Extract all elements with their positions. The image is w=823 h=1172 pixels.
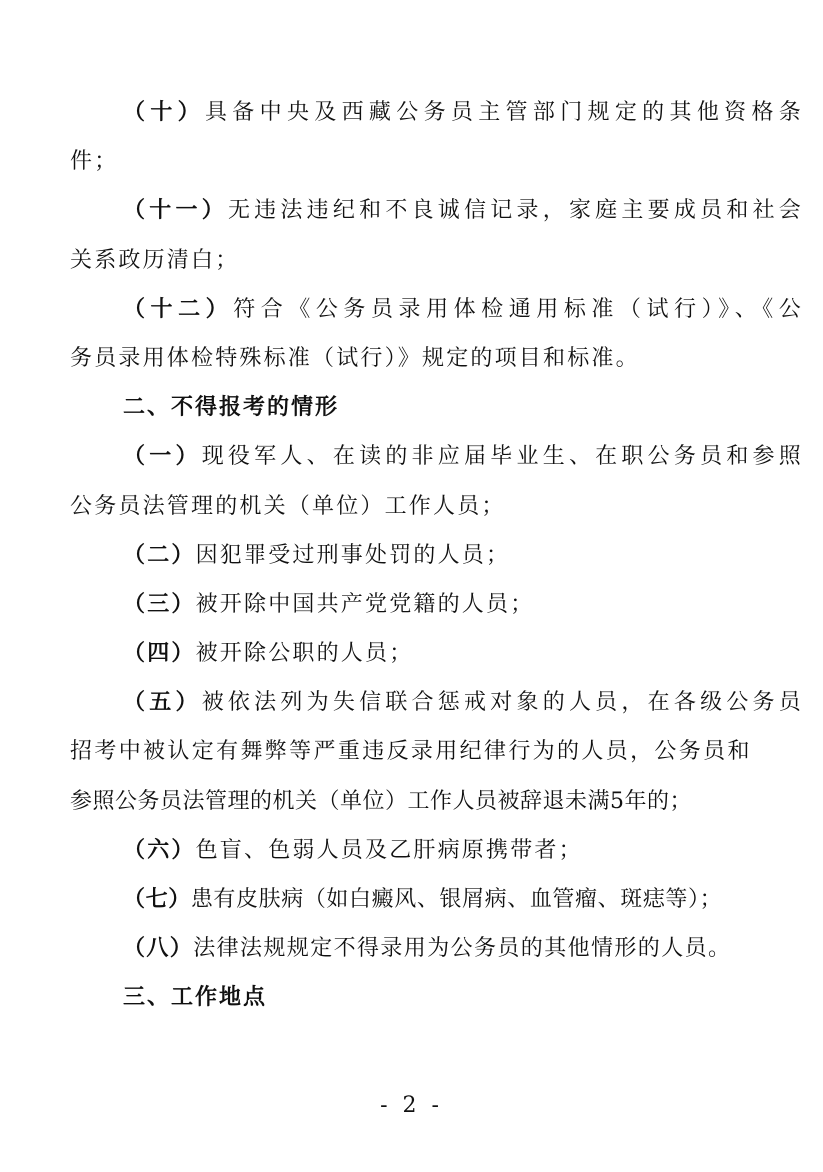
s2-item-5-text: 被依法列为失信联合惩戒对象的人员，在各级公务员 [201, 690, 803, 716]
item-11-line-1 [70, 186, 803, 235]
s2-item-3-number: （三） [123, 591, 196, 617]
s2-item-7 [70, 875, 750, 924]
s2-item-7-number: （七） [123, 887, 191, 912]
s2-item-2-number: （二） [123, 542, 196, 568]
item-10-number: （十） [123, 100, 205, 125]
s2-item-5-line-3: 参照公务员法管理的机关（单位）工作人员被辞退未满5年的； [70, 788, 692, 814]
item-11-text: 无违法违纪和不良诚信记录，家庭主要成员和社会 [227, 198, 803, 224]
s2-item-8 [70, 924, 750, 973]
s2-item-5-line-2: 招考中被认定有舞弊等严重违反录用纪律行为的人员，公务员和 [70, 739, 750, 765]
section-2-heading: 二、不得报考的情形 [123, 395, 340, 421]
item-12-line-1 [70, 285, 803, 334]
s2-item-2-text: 因犯罪受过刑事处罚的人员； [195, 542, 511, 568]
item-11-number: （十一） [123, 198, 228, 224]
document-body [70, 88, 803, 1023]
s2-item-7-text: 患有皮肤病（如白癜风、银屑病、血管瘤、斑痣等）； [190, 887, 723, 912]
item-10-text: 具备中央及西藏公务员主管部门规定的其他资格条 [204, 100, 803, 125]
page-number: - 2 - [380, 1093, 443, 1118]
item-10-line-2: 件； [70, 149, 119, 175]
s2-item-1-text: 现役军人、在读的非应届毕业生、在职公务员和参照 [201, 444, 803, 470]
s2-item-6 [70, 826, 750, 875]
s2-item-1-line-1 [70, 432, 803, 481]
s2-item-8-text: 法律法规规定不得录用为公务员的其他情形的人员。 [193, 936, 732, 962]
item-10-line-1 [70, 88, 803, 137]
s2-item-5-line-1 [70, 678, 803, 727]
s2-item-4 [70, 629, 750, 678]
s2-item-5-number: （五） [123, 690, 202, 716]
s2-item-4-number: （四） [123, 641, 196, 667]
s2-item-1-number: （一） [123, 444, 202, 470]
section-3-heading: 三、工作地点 [123, 985, 268, 1011]
s2-item-1-line-2: 公务员法管理的机关（单位）工作人员； [70, 493, 506, 519]
s2-item-2 [70, 531, 750, 580]
item-11-line-2: 关系政历清白； [70, 247, 240, 273]
item-12-number: （十二） [123, 296, 234, 322]
s2-item-6-text: 色盲、色弱人员及乙肝病原携带者； [195, 837, 583, 863]
s2-item-4-text: 被开除公职的人员； [195, 641, 414, 667]
item-12-text: 符合《公务员录用体检通用标准（试行）》、《公 [233, 296, 803, 322]
s2-item-3 [70, 580, 750, 629]
s2-item-8-number: （八） [123, 936, 194, 962]
item-12-line-2: 务员录用体检特殊标准（试行）》规定的项目和标准。 [70, 345, 640, 371]
s2-item-3-text: 被开除中国共产党党籍的人员； [195, 591, 535, 617]
s2-item-6-number: （六） [123, 837, 196, 863]
